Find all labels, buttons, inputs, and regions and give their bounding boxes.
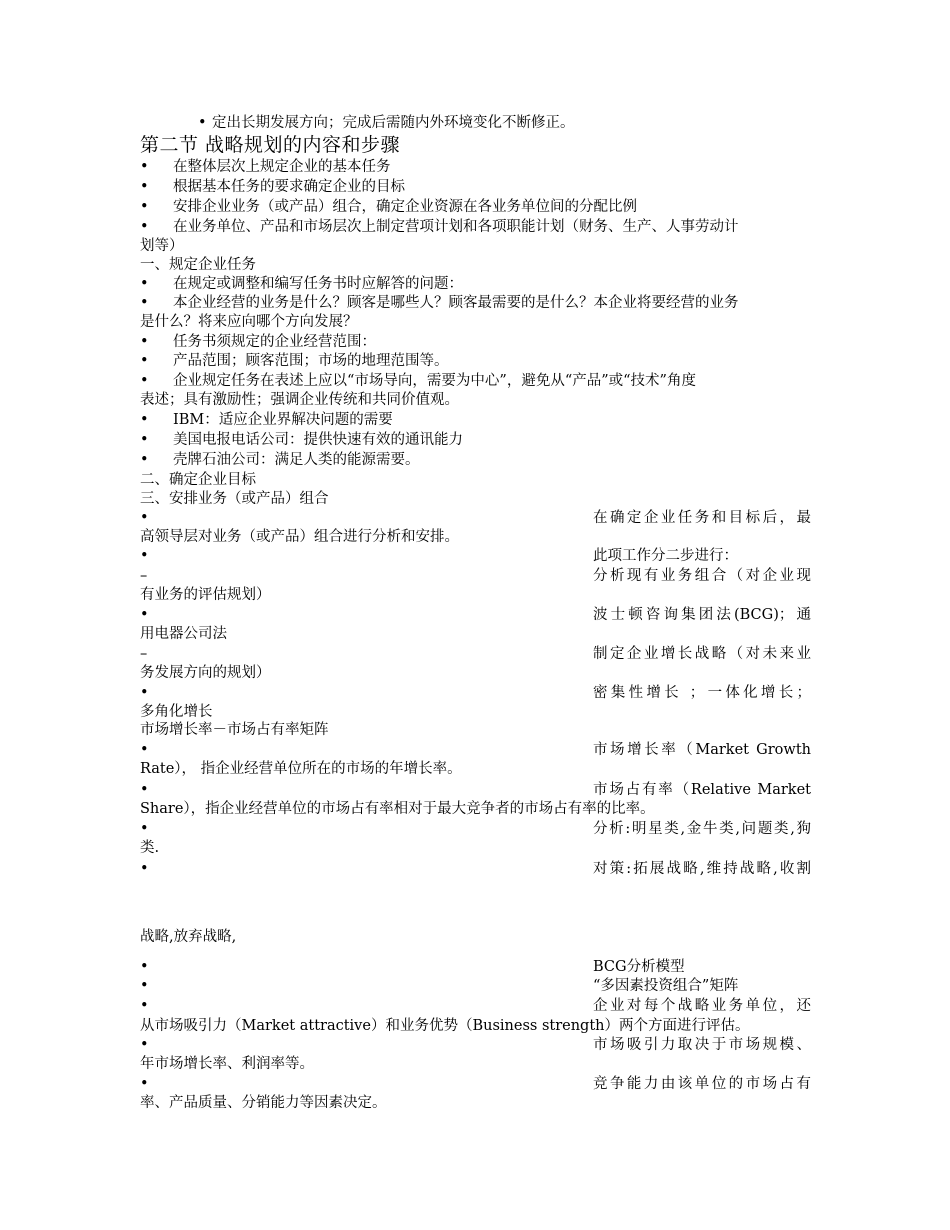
bullet-marker: • bbox=[140, 179, 149, 195]
task-item-continuation: 是什么？将来应向哪个方向发展？ bbox=[140, 314, 358, 330]
bullet-marker: • bbox=[140, 373, 149, 389]
bullet-marker: • bbox=[140, 334, 149, 350]
example-item: 壳牌石油公司：满足人类的能源需要。 bbox=[173, 452, 420, 468]
bullet-marker: • bbox=[140, 861, 149, 877]
heading-portfolio: 三、安排业务（或产品）组合 bbox=[140, 491, 329, 507]
bullet-marker: • bbox=[140, 685, 149, 701]
intro-item: 在业务单位、产品和市场层次上制定营项计划和各项职能计划（财务、生产、人事劳动计 bbox=[173, 219, 739, 235]
bullet-marker: • bbox=[140, 276, 149, 292]
bullet-marker: • bbox=[140, 998, 149, 1014]
bcg-item: “多因素投资组合”矩阵 bbox=[593, 978, 739, 994]
task-item: 任务书须规定的企业经营范围： bbox=[173, 334, 376, 350]
portfolio-item-continuation: 务发展方向的规划） bbox=[140, 665, 271, 681]
intro-item: 在整体层次上规定企业的基本任务 bbox=[173, 159, 391, 175]
intro-item-continuation: 划等） bbox=[140, 238, 184, 254]
matrix-item-continuation: Share），指企业经营单位的市场占有率相对于最大竞争者的市场占有率的比率。 bbox=[140, 801, 655, 817]
bullet-marker: • bbox=[198, 115, 207, 131]
matrix-item-continuation: 战略,放弃战略, bbox=[140, 929, 237, 945]
bullet-marker: • bbox=[140, 219, 149, 235]
bcg-item-continuation: 年市场增长率、利润率等。 bbox=[140, 1056, 314, 1072]
bullet-marker: • bbox=[140, 1037, 149, 1053]
bcg-item-continuation: 从市场吸引力（Market attractive）和业务优势（Business strength）两个方面进行评估。 bbox=[140, 1018, 750, 1034]
bullet-marker: • bbox=[140, 510, 149, 526]
bullet-marker: • bbox=[140, 742, 149, 758]
intro-item: 根据基本任务的要求确定企业的目标 bbox=[173, 179, 405, 195]
bullet-marker: • bbox=[140, 452, 149, 468]
bullet-marker: • bbox=[140, 607, 149, 623]
bullet-marker: • bbox=[140, 548, 149, 564]
bullet-marker: • bbox=[140, 821, 149, 837]
bcg-item-continuation: 率、产品质量、分销能力等因素决定。 bbox=[140, 1095, 387, 1111]
portfolio-item: 制定企业增长战略（对未来业 bbox=[593, 646, 811, 662]
task-item: 本企业经营的业务是什么？顾客是哪些人？顾客最需要的是什么？本企业将要经营的业务 bbox=[173, 295, 739, 311]
portfolio-item-continuation: 有业务的评估规划） bbox=[140, 587, 271, 603]
matrix-item: 分析:明星类,金牛类,问题类,狗 bbox=[593, 821, 811, 837]
example-item: 美国电报电话公司：提供快速有效的通讯能力 bbox=[173, 432, 463, 448]
bullet-marker: • bbox=[140, 1076, 149, 1092]
matrix-title: 市场增长率－市场占有率矩阵 bbox=[140, 722, 329, 738]
bullet-marker: • bbox=[140, 432, 149, 448]
portfolio-item: 此项工作分二步进行： bbox=[593, 548, 738, 564]
heading-define-task: 一、规定企业任务 bbox=[140, 257, 256, 273]
heading-define-goals: 二、确定企业目标 bbox=[140, 472, 256, 488]
matrix-item-continuation: Rate）， 指企业经营单位所在的市场的年增长率。 bbox=[140, 761, 462, 777]
portfolio-item: 密集性增长 ；一体化增长； bbox=[593, 685, 811, 701]
task-item: 产品范围；顾客范围；市场的地理范围等。 bbox=[173, 353, 449, 369]
intro-item: 安排企业业务（或产品）组合，确定企业资源在各业务单位间的分配比例 bbox=[173, 199, 637, 215]
bcg-item: 市场吸引力取决于市场规模、 bbox=[593, 1037, 811, 1053]
matrix-item: 市场增长率（Market Growth bbox=[593, 742, 811, 758]
example-item: IBM：适应企业界解决问题的需要 bbox=[173, 412, 393, 428]
top-bullet-text: 定出长期发展方向；完成后需随内外环境变化不断修正。 bbox=[212, 115, 575, 131]
bullet-marker: • bbox=[140, 959, 149, 975]
matrix-item: 对策:拓展战略,维持战略,收割 bbox=[593, 861, 811, 877]
bullet-marker: • bbox=[140, 199, 149, 215]
bullet-marker: • bbox=[140, 782, 149, 798]
portfolio-item-continuation: 多角化增长 bbox=[140, 704, 213, 720]
matrix-item: 市场占有率（Relative Market bbox=[593, 782, 811, 798]
portfolio-item: 波士顿咨询集团法(BCG)；通 bbox=[593, 607, 811, 623]
portfolio-item: 分析现有业务组合（对企业现 bbox=[593, 568, 811, 584]
section-title: 第二节 战略规划的内容和步骤 bbox=[140, 134, 401, 156]
bullet-marker: • bbox=[140, 353, 149, 369]
bcg-item: BCG分析模型 bbox=[593, 959, 685, 975]
bcg-item: 竞争能力由该单位的市场占有 bbox=[593, 1076, 811, 1092]
task-item: 在规定或调整和编写任务书时应解答的问题： bbox=[173, 276, 463, 292]
matrix-item-continuation: 类. bbox=[140, 840, 160, 856]
bullet-marker: • bbox=[140, 412, 149, 428]
task-item-continuation: 表述；具有激励性；强调企业传统和共同价值观。 bbox=[140, 392, 459, 408]
dash-marker: – bbox=[140, 646, 148, 662]
bullet-marker: • bbox=[140, 978, 149, 994]
portfolio-item-continuation: 用电器公司法 bbox=[140, 626, 227, 642]
portfolio-item-continuation: 高领导层对业务（或产品）组合进行分析和安排。 bbox=[140, 529, 459, 545]
portfolio-item: 在确定企业任务和目标后，最 bbox=[593, 510, 811, 526]
dash-marker: – bbox=[140, 568, 148, 584]
bullet-marker: • bbox=[140, 159, 149, 175]
bcg-item: 企业对每个战略业务单位，还 bbox=[593, 998, 811, 1014]
bullet-marker: • bbox=[140, 295, 149, 311]
task-item: 企业规定任务在表述上应以“市场导向，需要为中心”，避免从“产品”或“技术”角度 bbox=[173, 373, 696, 389]
